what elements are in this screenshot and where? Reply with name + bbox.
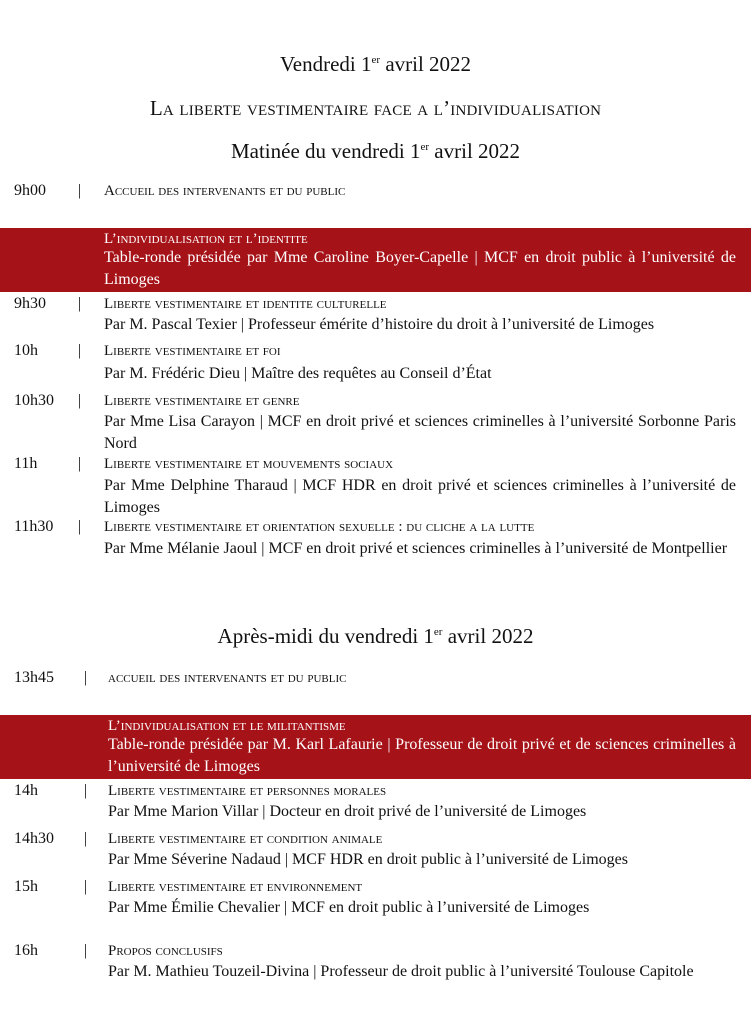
roundtable-title: L’individualisation et le militantisme — [108, 718, 346, 734]
time-label: 10h30 — [14, 392, 54, 409]
roundtable-description: Table-ronde présidée par Mme Caroline Boyer-Capelle | MCF en droit public à l’université de Limoges — [104, 249, 736, 288]
talk-speaker: Par Mme Émilie Chevalier | MCF en droit public à l’université de Limoges — [108, 899, 590, 916]
morning-heading-sup: er — [420, 141, 430, 153]
time-label: 9h30 — [14, 295, 46, 312]
separator: | — [78, 342, 82, 359]
talk-title: Liberte vestimentaire et personnes morales — [108, 783, 387, 799]
time-label: 11h30 — [14, 518, 54, 535]
talk-title: Liberte vestimentaire et orientation sexuelle : du cliche a la lutte — [104, 519, 535, 535]
talk-speaker: Par Mme Delphine Tharaud | MCF HDR en droit privé et sciences criminelles à l’université de Limoges — [104, 477, 736, 516]
afternoon-roundtable-band — [0, 715, 751, 779]
talk-speaker: Par Mme Mélanie Jaoul | MCF en droit privé et sciences criminelles à l’université de Montpellier — [104, 540, 728, 557]
page-title: La liberte vestimentaire face a l’individualisation — [149, 96, 602, 120]
time-label: 14h — [14, 782, 38, 799]
talk-title: Liberte vestimentaire et identite culturelle — [104, 296, 387, 312]
talk-title: Liberte vestimentaire et mouvements sociaux — [104, 456, 394, 472]
afternoon-heading-text-end: avril 2022 — [442, 624, 534, 648]
afternoon-heading — [0, 624, 751, 649]
page-date — [0, 52, 751, 77]
time-label: 15h — [14, 878, 38, 895]
talk-speaker: Par M. Frédéric Dieu | Maître des requêtes au Conseil d’État — [104, 365, 492, 382]
time-label: 14h30 — [14, 830, 54, 847]
date-sup: er — [371, 54, 381, 66]
date-text: Vendredi 1 — [279, 52, 372, 76]
talk-speaker: Par Mme Marion Villar | Docteur en droit privé de l’université de Limoges — [108, 803, 587, 820]
talk-speaker: Par M. Pascal Texier | Professeur émérite d’histoire du droit à l’université de Limoges — [104, 316, 655, 333]
talk-speaker: Par M. Mathieu Touzeil-Divina | Professeur de droit public à l’université Toulouse Capitole — [108, 963, 694, 980]
afternoon-heading-sup: er — [433, 626, 443, 638]
talk-speaker: Par Mme Lisa Carayon | MCF en droit privé et sciences criminelles à l’université Sorbonne Paris Nord — [104, 413, 736, 452]
separator: | — [78, 295, 82, 312]
separator: | — [84, 669, 88, 686]
roundtable-title: L’individualisation et l’identite — [104, 231, 308, 247]
morning-roundtable-band — [0, 228, 751, 292]
time-label: 10h — [14, 342, 38, 359]
time-label: 16h — [14, 942, 38, 959]
talk-title: Liberte vestimentaire et environnement — [108, 879, 363, 895]
talk-speaker: Par Mme Séverine Nadaud | MCF HDR en droit public à l’université de Limoges — [108, 851, 628, 868]
separator: | — [78, 182, 82, 199]
separator: | — [78, 455, 82, 472]
morning-heading-text: Matinée du vendredi 1 — [230, 139, 421, 163]
date-text-end: avril 2022 — [380, 52, 472, 76]
roundtable-description: Table-ronde présidée par M. Karl Lafaurie | Professeur de droit privé et de sciences criminelles à l’université de Limoges — [108, 736, 736, 775]
time-label: 9h00 — [14, 182, 46, 199]
talk-title: Liberte vestimentaire et foi — [104, 343, 281, 359]
talk-title: Liberte vestimentaire et genre — [104, 393, 300, 409]
separator: | — [78, 518, 82, 535]
time-label: 11h — [14, 455, 38, 472]
session-title: accueil des intervenants et du public — [108, 670, 347, 686]
talk-title: Propos conclusifs — [108, 943, 223, 959]
time-label: 13h45 — [14, 669, 54, 686]
session-title: Accueil des intervenants et du public — [104, 183, 346, 199]
separator: | — [84, 782, 88, 799]
morning-heading-text-end: avril 2022 — [429, 139, 521, 163]
morning-heading — [0, 139, 751, 164]
afternoon-heading-text: Après-midi du vendredi 1 — [217, 624, 434, 648]
separator: | — [84, 830, 88, 847]
separator: | — [84, 878, 88, 895]
separator: | — [78, 392, 82, 409]
separator: | — [84, 942, 88, 959]
talk-title: Liberte vestimentaire et condition animale — [108, 831, 383, 847]
